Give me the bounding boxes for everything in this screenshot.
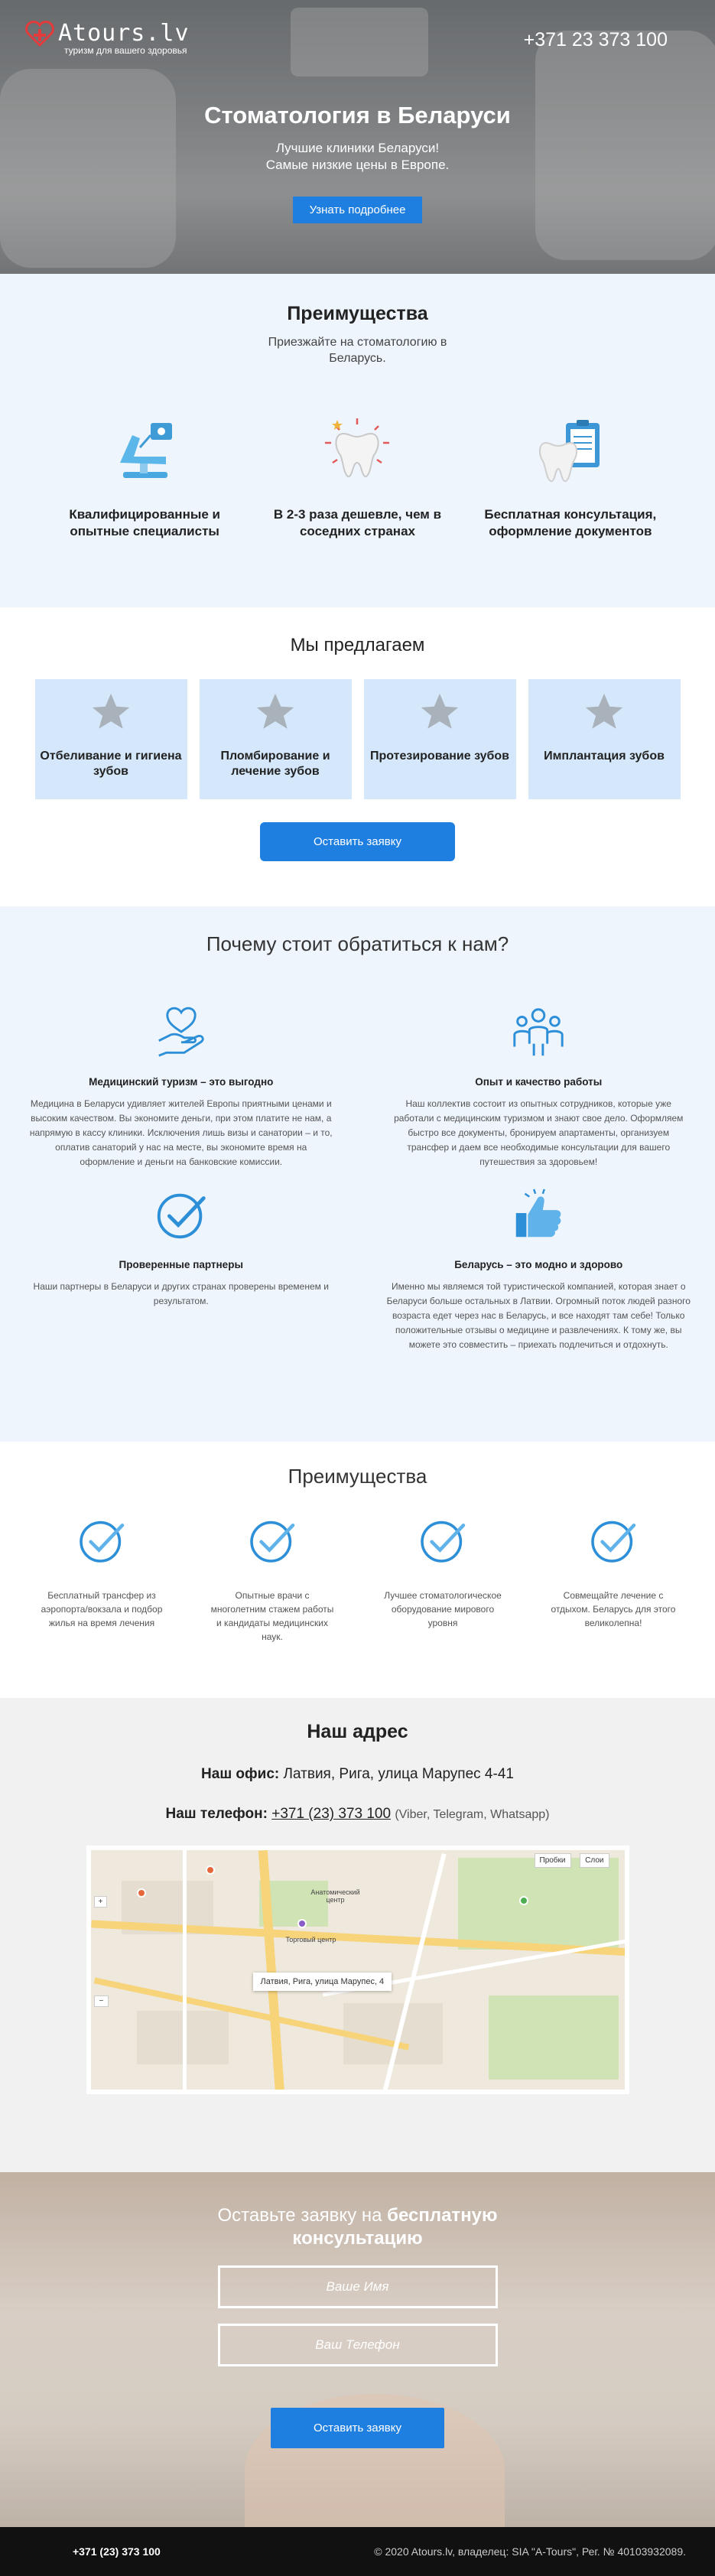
brand-tagline: туризм для вашего здоровья — [64, 45, 187, 56]
advantage-item — [471, 412, 670, 540]
why-us-item-title: Медицинский туризм – это выгодно — [89, 1076, 274, 1088]
service-card[interactable] — [35, 679, 187, 799]
star-icon — [253, 690, 297, 734]
benefit-text: Совмещайте лечение с отдыхом. Беларусь для этого великолепна! — [551, 1590, 676, 1628]
learn-more-button[interactable]: Узнать подробнее — [293, 197, 423, 223]
star-icon — [89, 690, 133, 734]
why-us-item — [29, 1185, 333, 1352]
advantages-title: Преимущества — [287, 303, 428, 324]
services-section — [0, 607, 715, 906]
benefits-section — [0, 1442, 715, 1698]
header-phone-link[interactable]: +371 23 373 100 — [523, 29, 668, 50]
dental-chair-icon — [106, 412, 183, 489]
heart-hand-icon — [151, 1002, 211, 1062]
why-us-item-title: Опыт и качество работы — [475, 1076, 603, 1088]
address-title: Наш адрес — [307, 1721, 408, 1742]
why-us-item-title: Проверенные партнеры — [119, 1259, 243, 1270]
advantage-label: Квалифицированные и опытные специалисты — [69, 507, 220, 538]
why-us-item — [29, 1002, 333, 1169]
benefit-text: Бесплатный трансфер из аэропорта/вокзала и подбор жилья на время лечения — [41, 1590, 163, 1628]
check-circle-icon — [74, 1513, 129, 1568]
advantages-subtitle: Приезжайте на стоматологию в Беларусь. — [268, 336, 447, 365]
advantages-section — [0, 274, 715, 607]
heart-logo-icon — [24, 21, 55, 47]
name-input[interactable] — [218, 2265, 498, 2308]
benefit-text: Лучшее стоматологическое оборудование мирового уровня — [384, 1590, 502, 1628]
hero-section — [0, 0, 715, 274]
office-value: Латвия, Рига, улица Марупес 4-41 — [283, 1766, 514, 1782]
consultation-form-section — [0, 2172, 715, 2527]
benefit-item — [207, 1513, 337, 1644]
benefit-item — [37, 1513, 167, 1644]
office-address — [0, 1766, 715, 1783]
benefit-item — [548, 1513, 678, 1644]
service-label: Имплантация зубов — [544, 750, 665, 763]
map-zoom-out-button[interactable]: − — [94, 1995, 109, 2007]
shiny-tooth-icon — [319, 412, 395, 489]
tooth-clipboard-icon — [532, 412, 609, 489]
footer-phone[interactable]: +371 (23) 373 100 — [73, 2545, 161, 2558]
check-circle-icon — [245, 1513, 300, 1568]
address-section — [0, 1698, 715, 2172]
hero-title: Стоматология в Беларуси — [204, 102, 511, 128]
map-traffic-button[interactable]: Пробки — [535, 1853, 571, 1868]
phone-label: Наш телефон: — [165, 1806, 268, 1822]
contact-phone — [0, 1806, 715, 1823]
advantage-item — [45, 412, 244, 540]
check-circle-icon — [415, 1513, 470, 1568]
star-icon — [418, 690, 462, 734]
why-us-item-text: Именно мы являемся той туристической компанией, которая знает о Беларуси больше остальных в Латвии. Огромный поток людей разного возраста едет через нас в Беларусь, и все находят там себе! Только положительные отзывы о медицине и развлечениях. К тому же, вы можете это совместить – приехать подлечиться и отдохнуть. — [386, 1281, 691, 1350]
form-title-plain: Оставьте заявку на — [217, 2205, 382, 2226]
why-us-item-title: Беларусь – это модно и здорово — [454, 1259, 623, 1270]
service-card[interactable] — [200, 679, 352, 799]
why-us-item-text: Наш коллектив состоит из опытных сотрудников, которые уже работали с медицинским туризмом и знают свое дело. Оформляем быстро все документы, бронируем апартаменты, организуем трансфер и даем все необходимые консультации для вашего путешествия за здоровьем! — [394, 1098, 684, 1167]
site-footer — [0, 2527, 715, 2576]
form-title — [197, 2204, 518, 2250]
map-popup: Латвия, Рига, улица Марупес, 4 — [253, 1973, 392, 1991]
advantage-item — [258, 412, 457, 540]
site-logo[interactable] — [24, 20, 190, 56]
map-poi-label: Анатомический центр — [310, 1888, 360, 1904]
thumbs-up-icon — [509, 1185, 568, 1244]
team-icon — [509, 1002, 568, 1062]
advantage-label: В 2-3 раза дешевле, чем в соседних странах — [273, 507, 442, 538]
service-label: Пломбирование и лечение зубов — [220, 750, 330, 778]
hero-subtitle: Лучшие клиники Беларуси! Самые низкие цены в Европе. — [265, 141, 450, 172]
map-widget[interactable] — [86, 1846, 629, 2094]
footer-copyright: © 2020 Atours.lv, владелец: SIA "A-Tours", Рег. № 40103932089. — [374, 2545, 686, 2558]
check-circle-icon — [586, 1513, 641, 1568]
office-label: Наш офис: — [201, 1766, 280, 1782]
map-poi-label: Торговый центр — [285, 1936, 336, 1943]
advantage-label: Бесплатная консультация, оформление документов — [484, 507, 657, 538]
why-us-section — [0, 906, 715, 1442]
check-circle-icon — [151, 1185, 211, 1244]
form-title-bold: бесплатную консультацию — [292, 2205, 498, 2249]
why-us-item — [387, 1002, 691, 1169]
phone-link[interactable]: +371 (23) 373 100 — [271, 1806, 392, 1822]
why-us-title: Почему стоит обратиться к нам? — [206, 932, 509, 955]
map-layers-button[interactable]: Слои — [580, 1853, 609, 1868]
benefit-text: Опытные врачи с многолетним стажем работы и кандидаты медицинских наук. — [210, 1590, 334, 1642]
service-card[interactable] — [364, 679, 516, 799]
why-us-item-text: Медицина в Беларуси удивляет жителей Европы приятными ценами и высоким качеством. Вы экономите деньги, при этом платите не нам, а напрямую в кассу клиники. Исключения лишь визы и санатории – и то, оплатив санаторий у нас на месте, вы экономите время на оформление и деньги на банковские комиссии. — [29, 1098, 333, 1167]
benefit-item — [378, 1513, 508, 1644]
phone-note: (Viber, Telegram, Whatsapp) — [395, 1808, 550, 1821]
why-us-item — [387, 1185, 691, 1352]
benefits-title: Преимущества — [288, 1465, 427, 1488]
star-icon — [582, 690, 626, 734]
submit-request-button[interactable]: Оставить заявку — [260, 822, 455, 861]
service-label: Отбеливание и гигиена зубов — [40, 750, 182, 778]
service-card[interactable] — [528, 679, 681, 799]
form-submit-button[interactable]: Оставить заявку — [271, 2408, 444, 2448]
brand-name: Atours.lv — [58, 20, 190, 47]
service-label: Протезирование зубов — [369, 750, 510, 763]
map-zoom-in-button[interactable]: + — [94, 1896, 108, 1908]
phone-input[interactable] — [218, 2324, 498, 2366]
why-us-item-text: Наши партнеры в Беларуси и других странах проверены временем и результатом. — [33, 1281, 329, 1306]
services-title: Мы предлагаем — [290, 635, 425, 655]
